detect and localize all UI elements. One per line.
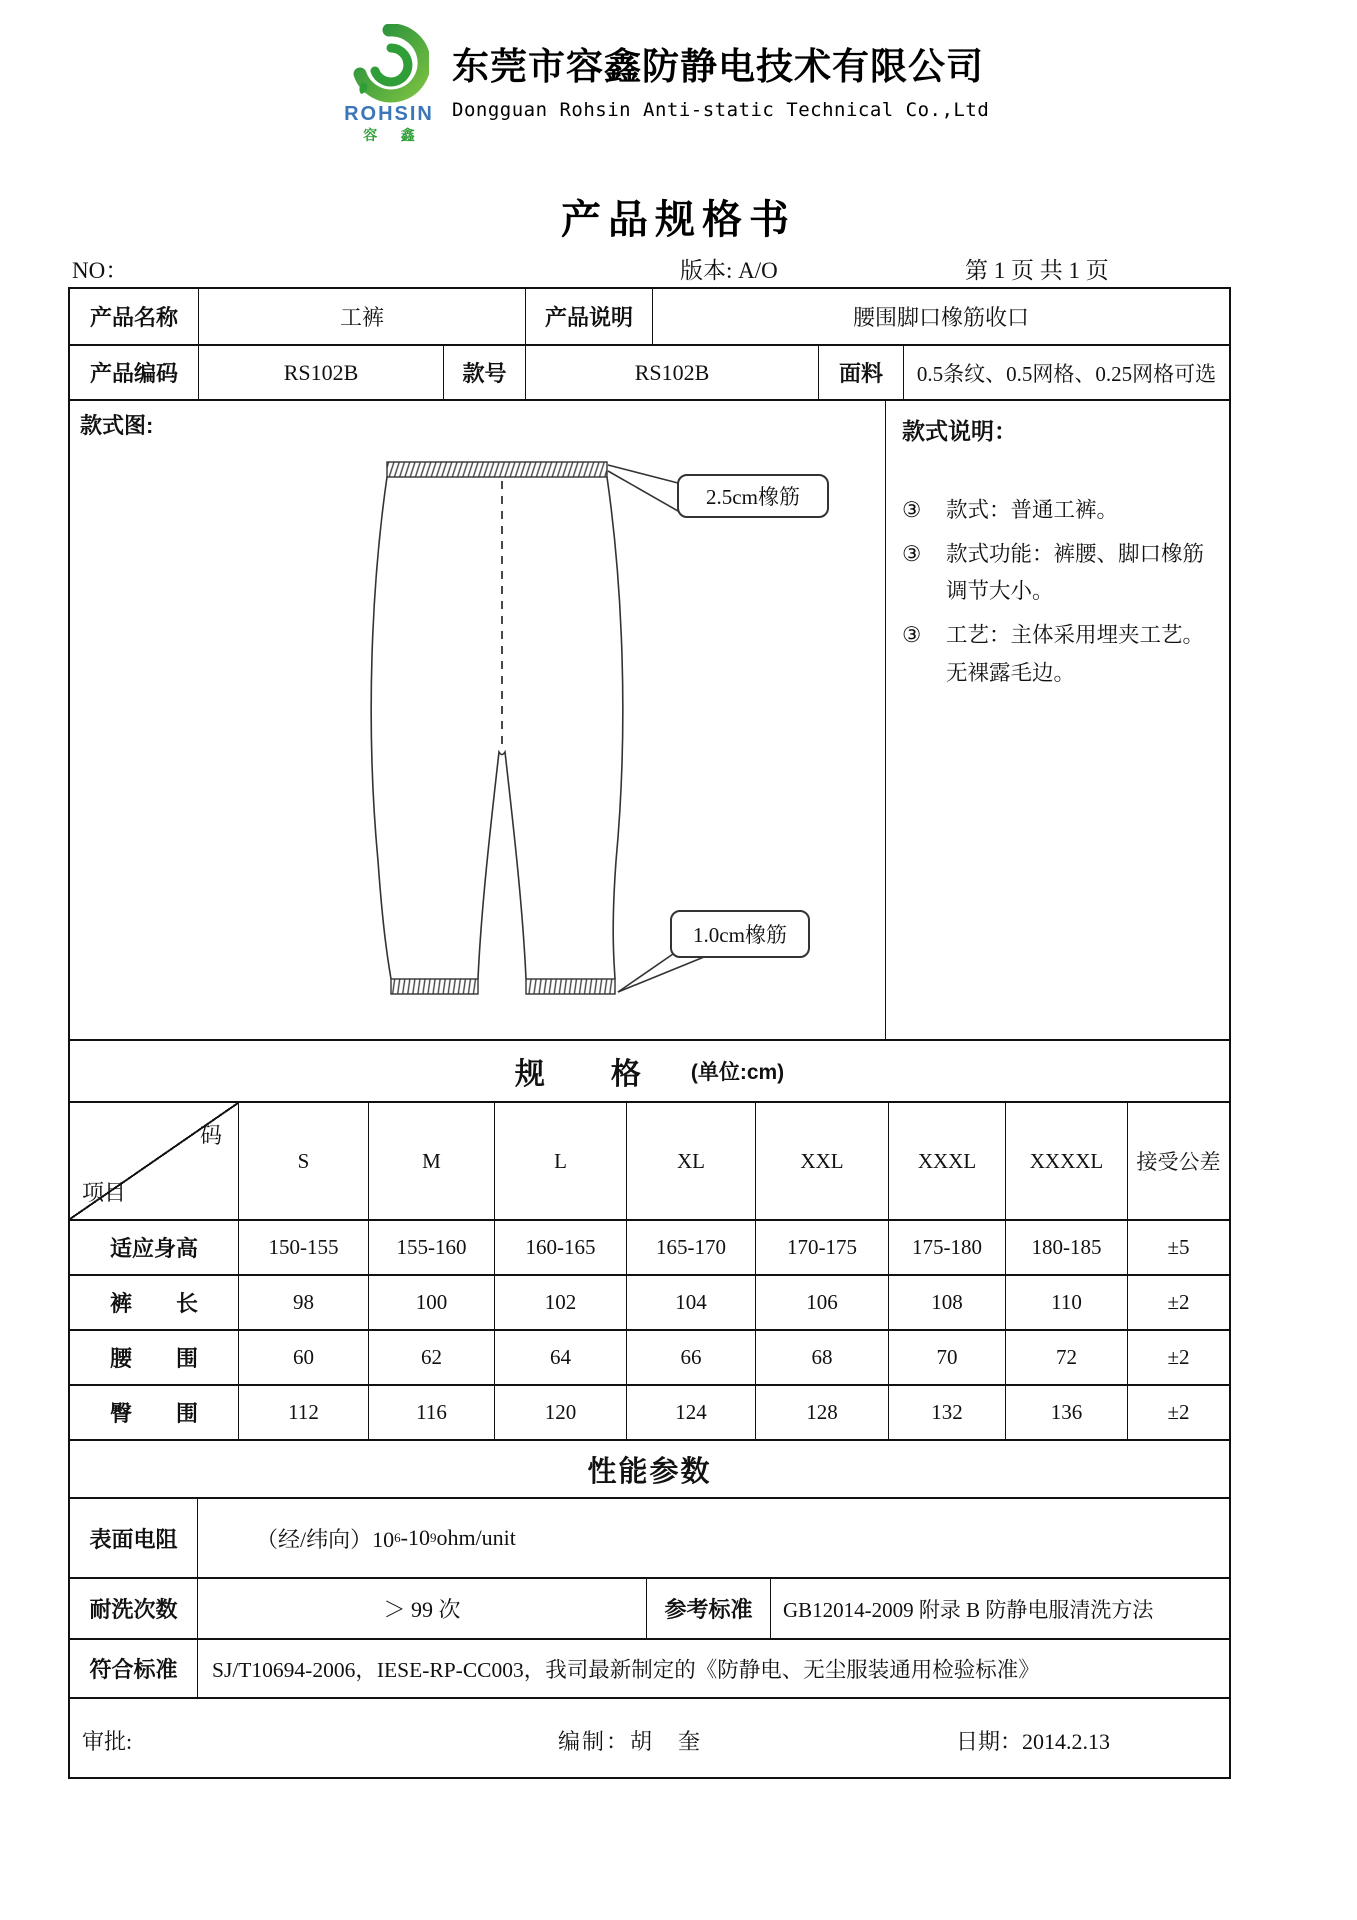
corner-size-label: 码 [199,1123,222,1148]
cell-value: 98 [238,1276,368,1329]
row-label-pant-length: 裤 长 [109,1291,198,1316]
reference-standard-label: 参考标准 [646,1579,770,1638]
cell-value: 155-160 [368,1221,494,1274]
date-field [956,1725,1110,1756]
doc-version: 版本: A/O [680,258,778,283]
performance-header [70,1439,1229,1497]
cell-value: 104 [626,1276,755,1329]
cell-tolerance: ±2 [1127,1276,1229,1329]
cell-value: 62 [368,1331,494,1384]
bullet-circled-3: ③ [902,498,922,522]
size-spec-header [70,1039,1229,1101]
size-col-xxl: XXL [755,1103,888,1219]
cell-value: 132 [888,1386,1005,1439]
meta-row [68,252,1231,284]
cell-value: 128 [755,1386,888,1439]
row-label-hip: 臀 围 [109,1401,198,1426]
surface-value-suffix: ohm/unit [436,1525,516,1550]
fabric-value: 0.5条纹、0.5网格、0.25网格可选 [903,346,1229,399]
cell-value: 106 [755,1276,888,1329]
drawing-label: 款式图: [80,413,154,438]
fabric-label: 面料 [818,346,903,399]
surface-value-prefix: （经/纬向）10 [256,1526,395,1552]
company-logo [330,24,448,145]
surface-resistance-label: 表面电阻 [89,1526,178,1552]
compliance-standard-row [70,1638,1229,1697]
size-col-xl: XL [626,1103,755,1219]
style-no-value: RS102B [525,346,818,399]
style-note-item [902,536,1213,611]
size-col-m: M [368,1103,494,1219]
product-code-row [70,344,1229,399]
cell-value: 175-180 [888,1221,1005,1274]
size-spec-unit: (单位:cm) [690,1061,785,1084]
cell-value: 66 [626,1331,755,1384]
performance-title: 性能参数 [587,1455,712,1488]
waistband-elastic-callout: 2.5cm橡筋 [677,474,829,518]
style-notes-title: 款式说明： [902,418,1017,444]
cell-value: 124 [626,1386,755,1439]
size-row-waist [70,1329,1229,1384]
product-name-row [70,289,1229,344]
doc-no-label: NO： [72,258,129,283]
date-label: 日期： [956,1729,1023,1754]
page-title: 产品规格书 [561,198,796,242]
size-col-xxxxl: XXXXL [1005,1103,1127,1219]
cell-value: 120 [494,1386,626,1439]
cell-value: 116 [368,1386,494,1439]
style-drawing-cell [70,401,885,1039]
size-col-tolerance: 接受公差 [1127,1103,1229,1219]
prepared-by [558,1725,702,1756]
size-row-height [70,1219,1229,1274]
cell-value: 72 [1005,1331,1127,1384]
cell-value: 102 [494,1276,626,1329]
wash-count-label: 耐洗次数 [89,1597,178,1622]
product-desc-label: 产品说明 [525,289,652,344]
right-cuff-elastic [526,979,615,994]
product-name-value: 工裤 [198,289,525,344]
style-no-label: 款号 [443,346,525,399]
wash-count-value: ＞ 99 次 [197,1579,646,1638]
cell-value: 160-165 [494,1221,626,1274]
bullet-circled-3: ③ [902,541,922,566]
product-code-label: 产品编码 [89,361,178,386]
style-note-item [902,492,1213,530]
pants-outline [371,477,623,979]
style-notes-list [902,492,1213,692]
size-row-hip [70,1384,1229,1439]
cuff-elastic-callout: 1.0cm橡筋 [670,910,810,958]
cell-value: 68 [755,1331,888,1384]
style-note-text: 款式：普通工裤。 [946,498,1119,522]
row-label-height: 适应身高 [109,1236,198,1261]
style-note-item [902,617,1213,692]
cell-value: 150-155 [238,1221,368,1274]
prepare-value: 胡 奎 [630,1729,703,1754]
size-table-header-row [70,1101,1229,1219]
compliance-standard-value: SJ/T10694-2006，IESE-RP-CC003，我司最新制定的《防静电、无尘服装通用检验标准》 [197,1640,1229,1697]
approve-label: 审批: [82,1729,133,1754]
company-name-en: Dongguan Rohsin Anti-static Technical Co.,Ltd [452,99,990,121]
surface-value-mid: -10 [400,1525,430,1550]
date-value: 2014.2.13 [1022,1729,1111,1754]
style-notes-cell [885,401,1229,1039]
prepare-label: 编制： [558,1729,631,1754]
size-col-s: S [238,1103,368,1219]
cell-value: 112 [238,1386,368,1439]
company-name-cn: 东莞市容鑫防静电技术有限公司 [452,46,984,87]
cell-value: 64 [494,1331,626,1384]
cell-value: 100 [368,1276,494,1329]
rohsin-swirl-logo-icon [349,24,429,104]
surface-resistance-value: （经/纬向）10 6 -10 9 ohm/unit [197,1499,1229,1577]
cell-tolerance: ±2 [1127,1331,1229,1384]
cell-value: 180-185 [1005,1221,1127,1274]
style-drawing-row [70,399,1229,1039]
cell-value: 108 [888,1276,1005,1329]
size-table-corner-cell [70,1103,238,1219]
left-cuff-elastic [391,979,478,994]
cell-tolerance: ±5 [1127,1221,1229,1274]
product-desc-value: 腰围脚口橡筋收口 [652,289,1229,344]
cell-tolerance: ±2 [1127,1386,1229,1439]
wash-count-row [70,1577,1229,1638]
cell-value: 60 [238,1331,368,1384]
logo-wordmark: ROHSIN [344,103,434,125]
cell-value: 165-170 [626,1221,755,1274]
cell-value: 170-175 [755,1221,888,1274]
logo-subtext: 容 鑫 [363,129,425,144]
bullet-circled-3: ③ [902,622,922,647]
corner-item-label: 项目 [82,1180,127,1205]
approval-row [70,1697,1229,1777]
style-note-text: 款式功能：裤腰、脚口橡筋调节大小。 [946,541,1205,604]
row-label-waist: 腰 围 [109,1346,198,1371]
company-block [452,36,989,121]
waistband-elastic [387,462,607,477]
size-col-l: L [494,1103,626,1219]
compliance-standard-label: 符合标准 [89,1657,178,1682]
size-col-xxxl: XXXL [888,1103,1005,1219]
size-spec-title: 规 格 [514,1058,643,1091]
cell-value: 70 [888,1331,1005,1384]
doc-page-count: 第 1 页 共 1 页 [965,258,1109,283]
spec-table [68,287,1231,1779]
product-name-label: 产品名称 [89,305,178,330]
style-note-text: 工艺：主体采用埋夹工艺。无裸露毛边。 [946,622,1205,685]
cell-value: 110 [1005,1276,1127,1329]
size-row-pant-length [70,1274,1229,1329]
reference-standard-value: GB12014-2009 附录 B 防静电服清洗方法 [770,1579,1229,1638]
product-code-value: RS102B [198,346,443,399]
cell-value: 136 [1005,1386,1127,1439]
surface-resistance-row [70,1497,1229,1577]
